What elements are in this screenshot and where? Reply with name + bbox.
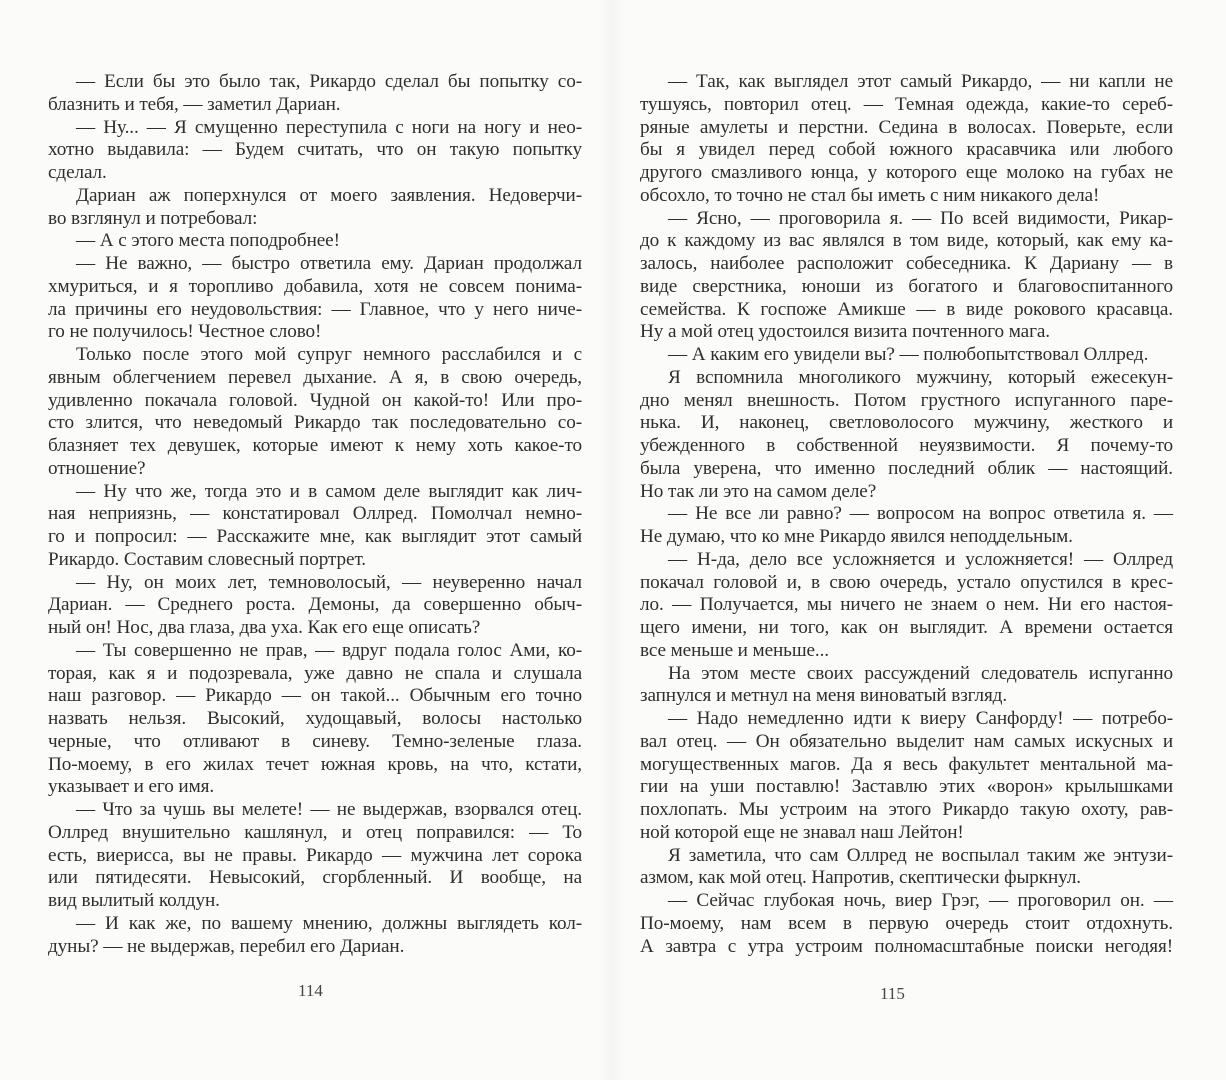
text-line: А завтра с утра устроим полномасштабные поиски негодяя!	[640, 935, 1173, 957]
text-line: — Н-да, дело все усложняется и усложняется! — Оллред	[668, 548, 1173, 570]
text-line: сто злится, что неведомый Рикардо так последовательно со-	[48, 412, 582, 434]
text-line: похлопать. Мы устроим на этого Рикардо такую охоту, рав-	[640, 799, 1173, 820]
page-number-left: 114	[298, 981, 323, 1000]
page-number-right: 115	[880, 984, 905, 1003]
text-line: — Не все ли равно? — вопросом на вопрос ответила я. —	[668, 503, 1173, 525]
left-page-text	[48, 71, 582, 958]
text-line: блазнить и тебя, — заметил Дариан.	[48, 93, 341, 115]
text-line: тушуясь, повторил отец. — Темная одежда, какие-то сереб-	[640, 93, 1173, 115]
text-line: дно менял внешность. Потом грустного испуганного паре-	[640, 389, 1173, 411]
text-line: Я заметила, что сам Оллред не воспылал таким же энтузи-	[668, 844, 1173, 866]
text-line: Рикардо. Составим словесный портрет.	[48, 548, 367, 570]
text-line: азмом, как мой отец. Напротив, скептически фыркнул.	[640, 867, 1082, 889]
text-line: — А каким его увидели вы? — полюбопытствовал Оллред.	[668, 344, 1149, 365]
text-line: ная неприязнь, — констатировал Оллред. Помолчал немно-	[48, 503, 582, 525]
text-line: семейства. К госпоже Амикше — в виде рокового красавца.	[640, 298, 1173, 320]
text-line: Дариан аж поперхнулся от моего заявления. Недоверчи-	[76, 184, 582, 206]
text-line: ный он! Нос, два глаза, два уха. Как его еще описать?	[48, 617, 481, 638]
text-line: — Ну что же, тогда это и в самом деле выглядит как лич-	[76, 480, 582, 502]
text-line: другого смазливого юнца, у которого еще молоко на губах не	[640, 162, 1173, 183]
text-line: убежденного в собственной неуязвимости. Я почему-то	[640, 435, 1173, 456]
text-line: удивленно покачала головой. Чудной он какой-то! Или про-	[48, 389, 582, 411]
text-line: — Так, как выглядел этот самый Рикардо, — ни капли не	[668, 71, 1173, 92]
text-line: блазняет тех девушек, которые имеют к нему хоть какое-то	[48, 435, 582, 456]
text-line: наш разговор. — Рикардо — он такой... Обычным его точно	[48, 685, 582, 707]
text-line: есть, виерисса, вы не правы. Рикардо — мужчина лет сорока	[48, 844, 582, 866]
text-line: Оллред внушительно кашлянул, и отец поправился: — То	[48, 821, 582, 843]
text-line: отношение?	[48, 457, 146, 479]
text-line: залось, наиболее расположит собеседника. К Дариану — в	[640, 253, 1173, 274]
text-line: вал отец. — Он обязательно выделит нам самых искусных и	[640, 730, 1173, 752]
text-line: — Ну, он моих лет, темноволосый, — неуверенно начал	[76, 571, 582, 593]
text-line: — А с этого места поподробнее!	[76, 230, 340, 252]
text-line: ряные амулеты и перстни. Седина в волосах. Поверьте, если	[640, 116, 1173, 138]
text-line: торая, как я и подозревала, уже давно не спала и слушала	[48, 662, 582, 684]
text-line: указывает и его имя.	[48, 776, 215, 798]
text-line: Но так ли это на самом деле?	[640, 480, 877, 502]
text-line: могущественных магов. Да я весь факультет ментальной ма-	[640, 753, 1173, 775]
text-line: виде сверстника, юноши из богатого и благовоспитанного	[640, 275, 1173, 297]
text-line: Только после этого мой супруг немного расслабился и с	[76, 344, 582, 365]
text-line: — И как же, по вашему мнению, должны выглядеть кол-	[76, 912, 582, 934]
text-line: хмуриться, и я торопливо добавила, хотя не совсем понима-	[48, 275, 582, 297]
book-gutter	[602, 0, 622, 1080]
text-line: черные, что отливают в синеву. Темно-зеленые глаза.	[48, 730, 582, 752]
text-line: — Ты совершенно не прав, — вдруг подала голос Ами, ко-	[76, 639, 582, 661]
text-line: до к каждому из вас являлся в том виде, который, как ему ка-	[640, 230, 1173, 252]
text-line: запнулся и метнул на меня виноватый взгляд.	[640, 685, 1008, 707]
text-line: щего имени, ни того, как он выглядит. А времени остается	[640, 617, 1173, 638]
text-line: гии на уши поставлю! Заставлю этих «ворон» крылышками	[640, 776, 1173, 798]
text-line: обсохло, то точно не стал бы иметь с ним никакого дела!	[640, 184, 1100, 206]
text-line: вид вылитый колдун.	[48, 890, 220, 911]
text-line: Ну а мой отец удостоился визита почтенного мага.	[640, 321, 1050, 343]
text-line: — Что за чушь вы мелете! — не выдержав, взорвался отец.	[76, 799, 582, 820]
text-line: покачал головой и, в свою очередь, устало опустился в крес-	[640, 571, 1173, 593]
text-line: дуны? — не выдержав, перебил его Дариан.	[48, 935, 405, 957]
right-page-text	[640, 71, 1173, 958]
text-line: Я вспомнила многоликого мужчину, который ежесекун-	[668, 366, 1173, 388]
text-line: — Надо немедленно идти к виеру Санфорду! — потребо-	[668, 708, 1173, 729]
text-line: Дариан. — Среднего роста. Демоны, да совершенно обыч-	[48, 594, 582, 616]
text-line: — Не важно, — быстро ответила ему. Дариан продолжал	[76, 253, 582, 274]
text-line: ной которой еще не знавал наш Лейтон!	[640, 821, 964, 843]
text-line: — Ясно, — проговорила я. — По всей видимости, Рикар-	[668, 207, 1173, 229]
text-line: во взглянул и потребовал:	[48, 207, 258, 229]
text-line: Не думаю, что ко мне Рикардо явился неподдельным.	[640, 526, 1073, 547]
text-line: По-моему, нам всем в первую очередь стоит отдохнуть.	[640, 912, 1173, 934]
text-line: была уверена, что именно последний облик — настоящий.	[640, 457, 1173, 479]
text-line: го не получилось! Честное слово!	[48, 321, 322, 343]
text-line: или пятидесяти. Невысокий, сгорбленный. И вообще, на	[48, 867, 582, 889]
text-line: назвать нельзя. Высокий, худощавый, волосы настолько	[48, 708, 582, 729]
text-line: ла причины его неудовольствия: — Главное, что у него ниче-	[48, 298, 582, 320]
text-line: явным облегчением перевел дыхание. А я, в свою очередь,	[48, 366, 582, 388]
text-line: ло. — Получается, мы ничего не знаем о нем. Ни его настоя-	[640, 594, 1173, 616]
text-line: — Если бы это было так, Рикардо сделал бы попытку со-	[76, 71, 582, 92]
text-line: На этом месте своих рассуждений следователь испуганно	[668, 662, 1173, 684]
text-line: сделал.	[48, 162, 107, 183]
text-line: — Сейчас глубокая ночь, виер Грэг, — проговорил он. —	[668, 890, 1173, 911]
text-line: нька. И, наконец, светловолосого мужчину, жесткого и	[640, 412, 1173, 434]
text-line: По-моему, в его жилах течет южная кровь, на что, кстати,	[48, 753, 582, 775]
text-line: — Ну... — Я смущенно переступила с ноги на ногу и нео-	[76, 116, 582, 138]
text-line: хотно выдавила: — Будем считать, что он такую попытку	[48, 139, 582, 161]
text-line: все меньше и меньше...	[640, 639, 830, 661]
text-line: бы я увидел перед собой южного красавчика или любого	[640, 139, 1173, 161]
text-line: го и попросил: — Расскажите мне, как выглядит этот самый	[48, 526, 582, 547]
